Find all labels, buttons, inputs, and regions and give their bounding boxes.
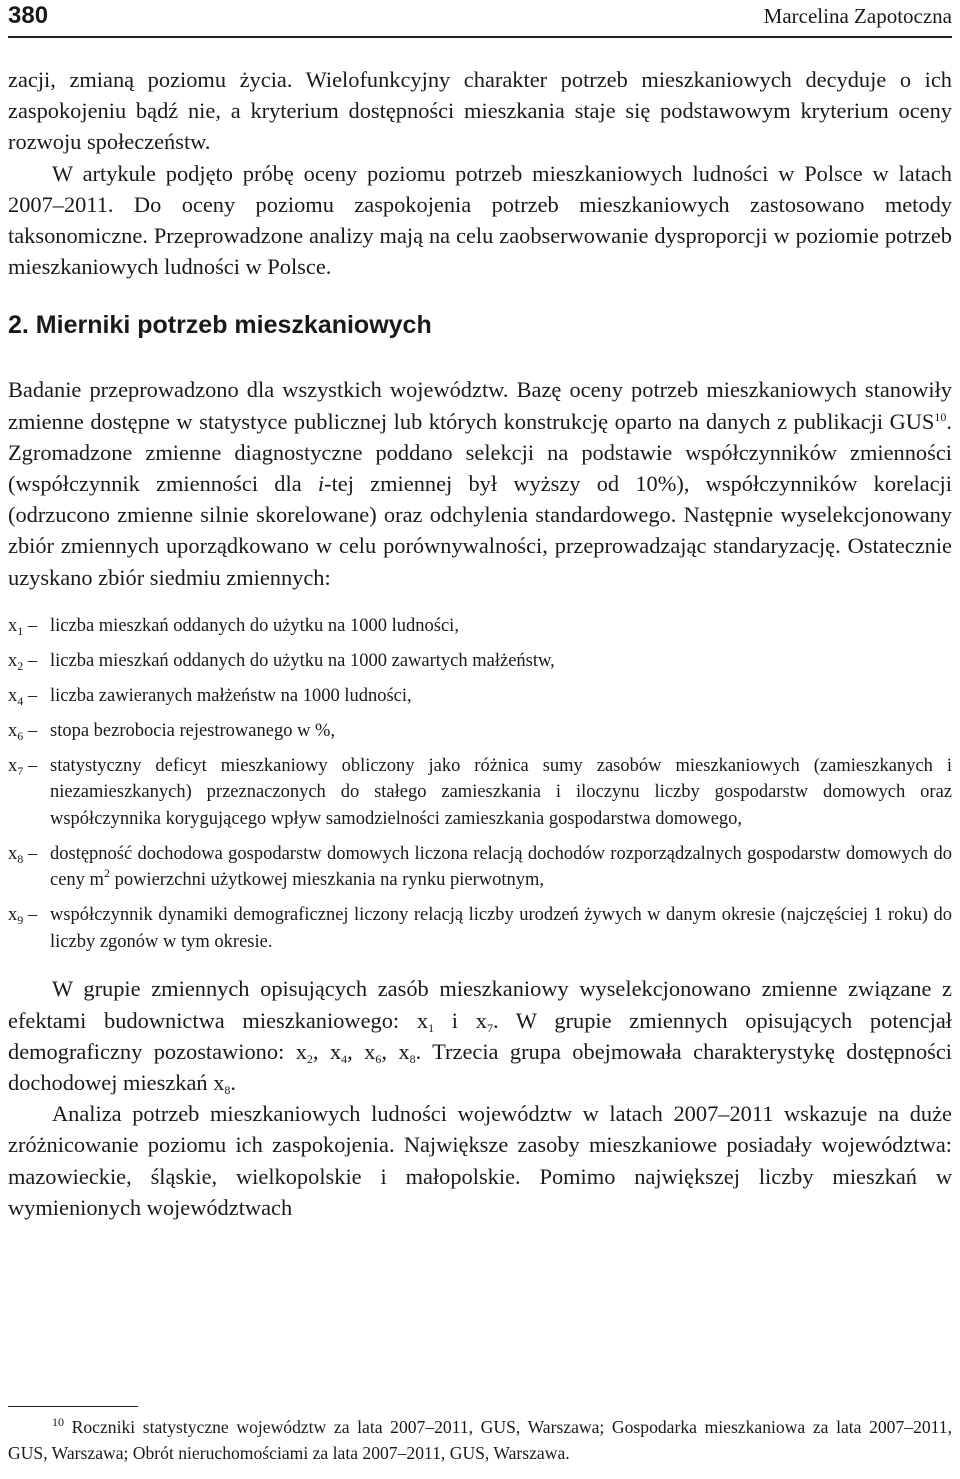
variable-description: statystyczny deficyt mieszkaniowy obliczony jako różnica sumy zasobów mieszkaniowych (zamieszkanych i niezamieszkanych) przeznaczonych do stałego zamieszkania i iloczynu liczby gospodarstw domowych oraz współczynnika korygującego wpływ samodzielności zamieszkania gospodarstwa domowego, bbox=[50, 755, 952, 829]
section-paragraph-part2: . Zgromadzone zmienne diagnostyczne poddano selekcji na podstawie współczynników zmienności (współczynnik zmienności dla bbox=[8, 408, 952, 497]
variable-symbol: $x_7$ – bbox=[8, 755, 38, 778]
variable-description: liczba mieszkań oddanych do użytku na 1000 zawartych małżeństw, bbox=[50, 650, 555, 671]
footnote bbox=[8, 1414, 952, 1466]
variable-description: liczba zawieranych małżeństw na 1000 ludności, bbox=[50, 685, 412, 706]
section-paragraph-part3: -tej zmiennej był wyższy od 10%), współczynników korelacji (odrzucono zmienne silnie skorelowane) oraz odchylenia standardowego. Następnie wyselekcjonowany zbiór zmiennych uporządkowano w celu porównywalności, przeprowadzając standaryzację. Ostatecznie uzyskano zbiór siedmiu zmiennych: bbox=[8, 471, 952, 590]
intro-paragraph-2: W artykule podjęto próbę oceny poziomu potrzeb mieszkaniowych ludności w Polsce w latach 2007–2011. Do oceny poziomu zaspokojenia potrzeb mieszkaniowych zastosowano metody taksonomiczne. Przeprowadzone analizy mają na celu zaobserwowanie dysproporcji w poziomie potrzeb mieszkaniowych ludności w Polsce. bbox=[8, 160, 952, 280]
variable-description: liczba mieszkań oddanych do użytku na 1000 ludności, bbox=[50, 615, 459, 636]
variable-symbol: $x_2$ – bbox=[8, 650, 38, 673]
variable-item bbox=[8, 683, 952, 710]
variable-item bbox=[8, 902, 952, 955]
section-heading: 2. Mierniki potrzeb mieszkaniowych bbox=[8, 311, 432, 340]
variable-symbol: $x_4$ – bbox=[8, 685, 38, 708]
footnote-reference: 10 bbox=[934, 409, 947, 424]
variable-item bbox=[8, 718, 952, 745]
footnote-text: Roczniki statystyczne województw za lata 2007–2011, GUS, Warszawa; Gospodarka mieszkaniowa za lata 2007–2011, GUS, Warszawa; Obrót nieruchomościami za lata 2007–2011, GUS, Warszawa. bbox=[8, 1417, 952, 1463]
intro-paragraph: zacji, zmianą poziomu życia. Wielofunkcyjny charakter potrzeb mieszkaniowych decyduje o ich zaspokojeniu bądź nie, a kryterium dostępności mieszkania staje się podstawowym kryterium oceny rozwoju społeczeństw. bbox=[8, 67, 952, 155]
variable-symbol: $x_1$ – bbox=[8, 615, 38, 638]
running-header bbox=[8, 0, 952, 38]
variable-symbol: $x_8$ – bbox=[8, 843, 38, 866]
page-number: 380 bbox=[8, 2, 49, 29]
variable-item bbox=[8, 841, 952, 894]
italic-i: i bbox=[317, 471, 325, 497]
variable-description: dostępność dochodowa gospodarstw domowych liczona relacją dochodów rozporządzalnych gospodarstw domowych do ceny $m^2$ powierzchni użytkowej mieszkania na rynku pierwotnym, bbox=[50, 843, 952, 891]
section-paragraph bbox=[8, 374, 952, 592]
analysis-paragraph: Analiza potrzeb mieszkaniowych ludności województw w latach 2007–2011 wskazuje na duże zróżnicowanie poziomu ich zaspokojenia. Największe zasoby mieszkaniowe posiadały województwa: mazowieckie, śląskie, wielkopolskie i małopolskie. Pomimo największej liczby mieszkań w wymienionych województwach bbox=[8, 1101, 952, 1220]
section-paragraph-part1: Badanie przeprowadzono dla wszystkich województw. Bazę oceny potrzeb mieszkaniowych stanowiły zmienne dostępne w statystyce publicznej lub których konstrukcję oparto na danych z publikacji GUS bbox=[8, 377, 952, 434]
running-author: Marcelina Zapotoczna bbox=[763, 4, 952, 28]
variable-item bbox=[8, 648, 952, 675]
footnote-rule bbox=[8, 1406, 138, 1407]
groups-paragraph: W grupie zmiennych opisujących zasób mieszkaniowy wyselekcjonowano zmienne związane z efektami budownictwa mieszkaniowego: $x_1$ i $x_7$. W grupie zmiennych opisujących potencjał demograficzny pozostawiono: $x_2$, $x_4$, $x_6$, $x_8$. Trzecia grupa obejmowała charakterystykę dostępności dochodowej mieszkań $x_8$. bbox=[8, 976, 953, 1097]
variable-symbol: $x_9$ – bbox=[8, 905, 38, 928]
variable-description: stopa bezrobocia rejestrowanego w %, bbox=[50, 720, 336, 741]
variable-description: współczynnik dynamiki demograficznej liczony relacją liczby urodzeń żywych w danym okresie (najczęściej 1 roku) do liczby zgonów w tym okresie. bbox=[50, 905, 952, 952]
footnote-mark: 10 bbox=[52, 1415, 64, 1429]
variable-item bbox=[8, 753, 952, 833]
header-rule bbox=[8, 36, 952, 38]
variable-symbol: $x_6$ – bbox=[8, 720, 38, 743]
variable-list bbox=[8, 613, 952, 956]
document-page bbox=[8, 0, 952, 1479]
body-text bbox=[8, 64, 952, 1223]
variable-item bbox=[8, 613, 952, 640]
